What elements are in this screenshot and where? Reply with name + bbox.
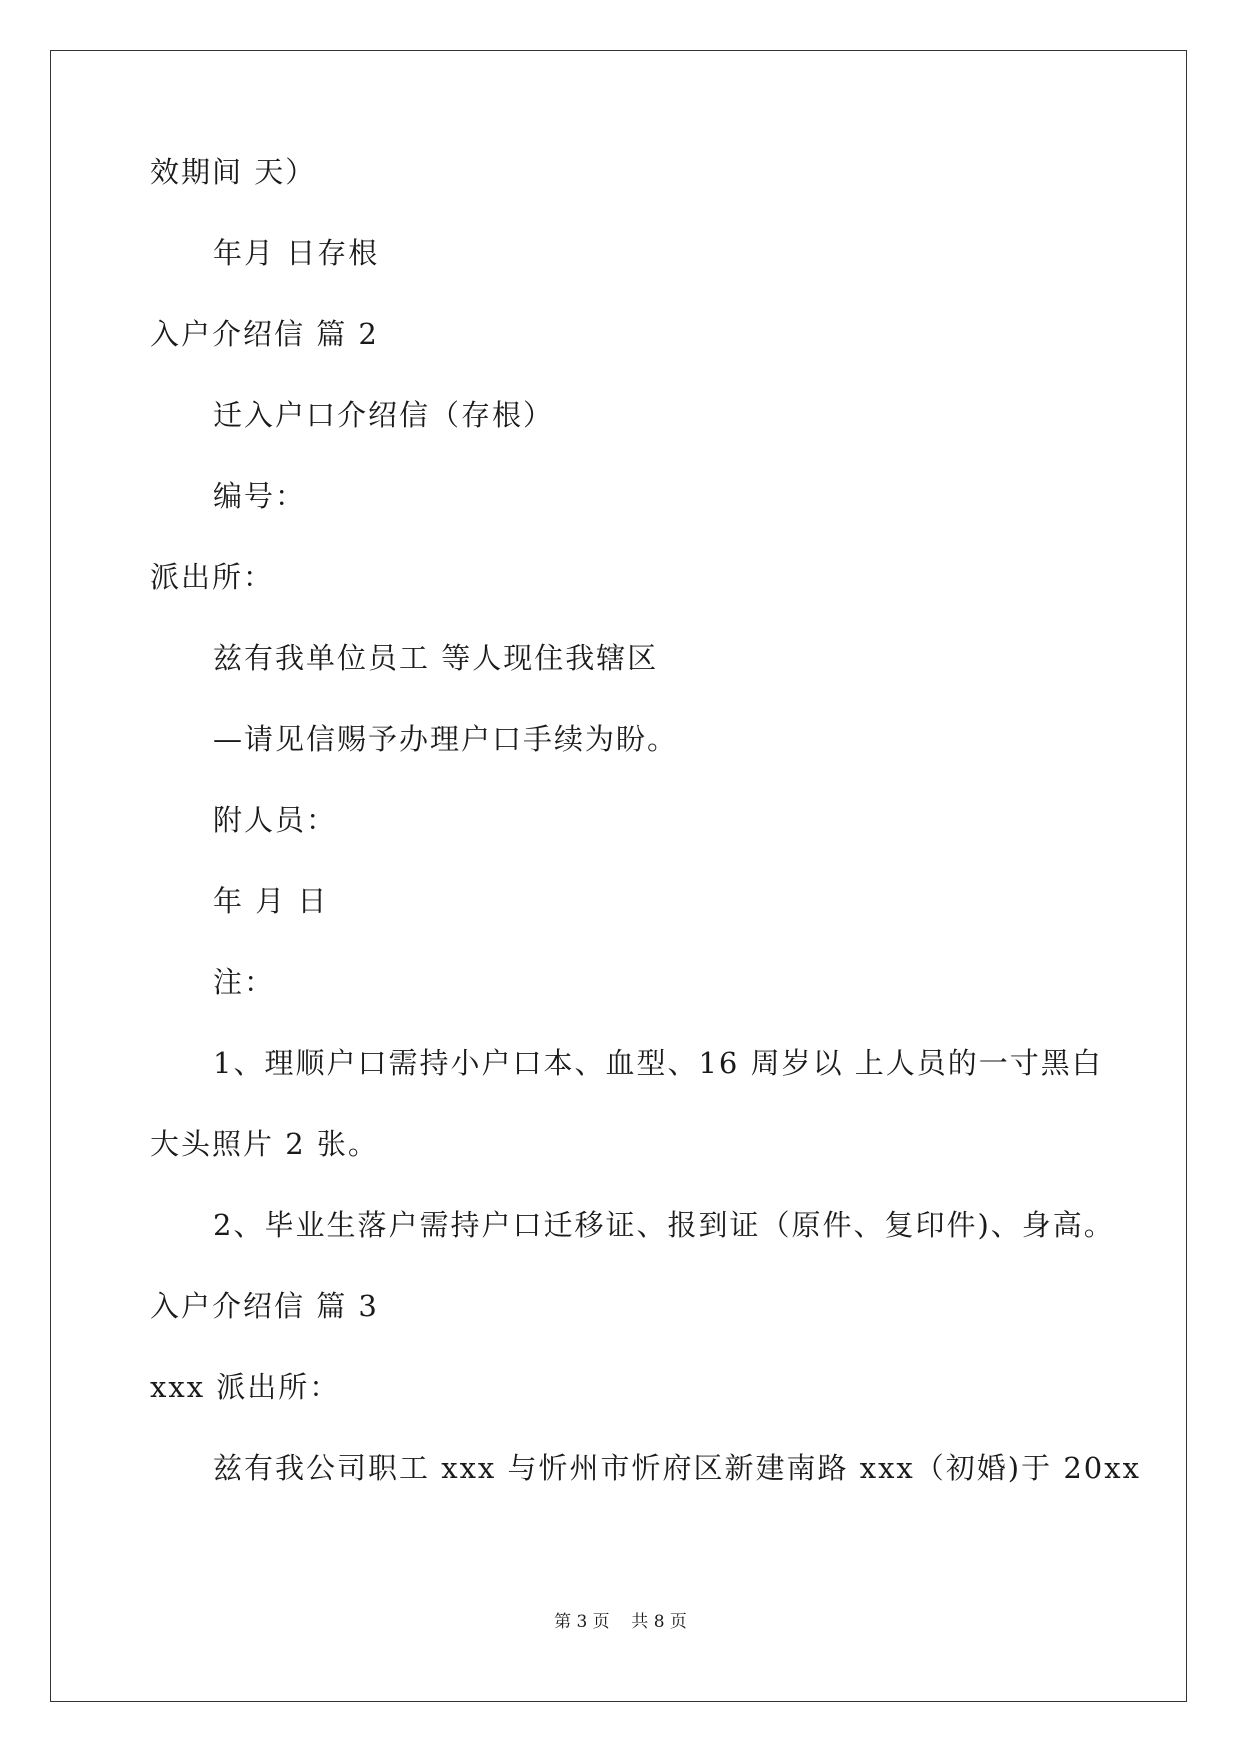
text-line-14: 2、毕业生落户需持户口迁移证、报到证（原件、复印件)、身高。 [213,1208,1115,1242]
page-number-footer: 第 3 页 共 8 页 [554,1612,687,1632]
text-line-5: 编号： [213,479,307,513]
text-line-10: 年 月 日 [213,884,329,918]
section-heading-3: 入户介绍信 篇 3 [150,1289,379,1323]
text-line-4: 迁入户口介绍信（存根） [213,398,555,432]
text-line-11: 注： [213,965,276,999]
text-line-12: 1、理顺户口需持小户口本、血型、16 周岁以 上人员的一寸黑白 [213,1046,1103,1080]
text-line-8: —请见信赐予办理户口手续为盼。 [213,722,679,756]
text-line-16: xxx 派出所： [150,1370,341,1404]
text-line-9: 附人员： [213,803,338,837]
text-line-17: 兹有我公司职工 xxx 与忻州市忻府区新建南路 xxx（初婚)于 20xx [213,1451,1141,1485]
text-line-2: 年月 日存根 [213,236,380,270]
text-line-6: 派出所： [150,560,275,594]
text-line-1: 效期间 天） [150,155,317,189]
text-line-13: 大头照片 2 张。 [150,1127,379,1161]
section-heading-2: 入户介绍信 篇 2 [150,317,379,351]
text-line-7: 兹有我单位员工 等人现住我辖区 [213,641,659,675]
